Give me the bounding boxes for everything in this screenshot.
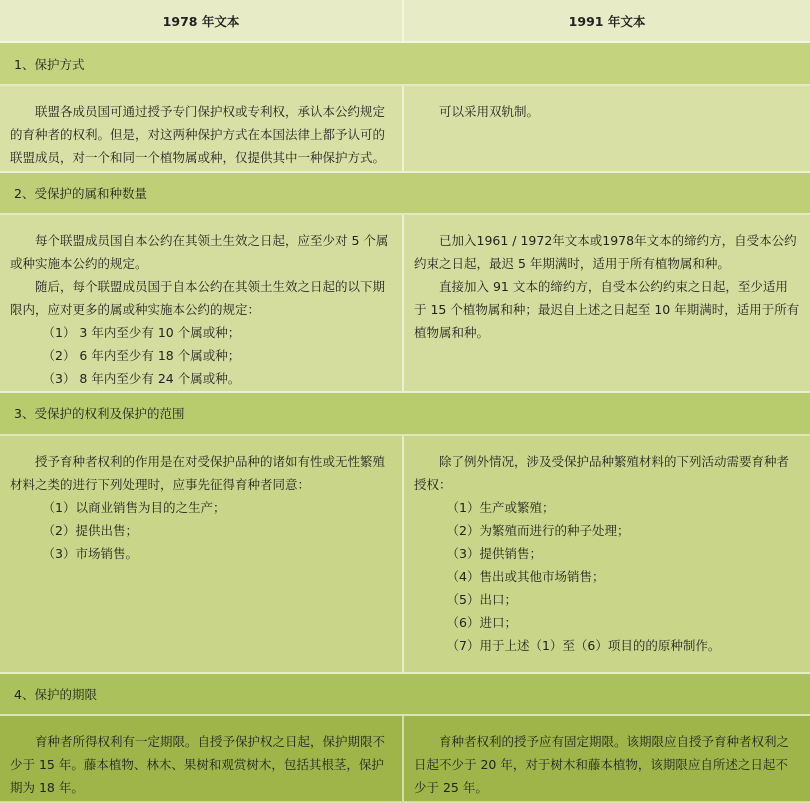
paragraph: 授予育种者权利的作用是在对受保护品种的诸如有性或无性繁殖材料之类的进行下列处理时，应事先征得育种者同意： xyxy=(10,453,386,492)
section-title: 2、受保护的属和种数量 xyxy=(14,186,147,202)
list-item: （2）提供出售； xyxy=(42,522,138,538)
paragraph: 育种者权利的授予应有固定期限。该期限应自授予育种者权利之日起不少于 20 年，对于树木和藤本植物，该期限应自所述之日起不少于 25 年。 xyxy=(414,734,790,795)
cell-1978 xyxy=(0,215,404,391)
list-item: （6）进口； xyxy=(446,614,517,630)
section-title-row xyxy=(0,173,810,215)
section-content-row xyxy=(0,215,810,393)
section-content-row xyxy=(0,436,810,674)
paragraph: 育种者所得权利有一定期限。自授予保护权之日起，保护期限不少于 15 年。藤本植物、林木、果树和观赏树木，包括其根茎，保护期为 18 年。 xyxy=(10,734,386,795)
cell-1978 xyxy=(0,436,404,672)
paragraph: 除了例外情况，涉及受保护品种繁殖材料的下列活动需要育种者授权： xyxy=(414,453,790,492)
section-title-row xyxy=(0,43,810,85)
section-title: 4、保护的期限 xyxy=(14,686,97,702)
list-item: （1） 3 年内至少有 10 个属或种； xyxy=(42,325,241,341)
list-item: （2）为繁殖而进行的种子处理； xyxy=(446,522,630,538)
paragraph: 已加入1961 / 1972年文本或1978年文本的缔约方，自受本公约约束之日起，最迟 5 年期满时，适用于所有植物属和种。 xyxy=(414,233,797,272)
section-title-row xyxy=(0,393,810,435)
list-item: （1）生产或繁殖； xyxy=(446,499,555,515)
header-1978: 1978 年文本 xyxy=(0,0,404,41)
header-1991: 1991 年文本 xyxy=(568,13,646,29)
section-title: 3、受保护的权利及保护的范围 xyxy=(14,406,185,422)
paragraph: 可以采用双轨制。 xyxy=(439,103,540,119)
list-item: （7）用于上述（1）至（6）项目的的原种制作。 xyxy=(446,637,721,653)
paragraph: 联盟各成员国可通过授予专门保护权或专利权，承认本公约规定的育种者的权利。但是，对这两种保护方式在本国法律上都予认可的联盟成员，对一个和同一个植物属或种，仅提供其中一种保护方式。 xyxy=(10,103,386,165)
paragraph: 每个联盟成员国自本公约在其领土生效之日起，应至少对 5 个属或种实施本公约的规定。 xyxy=(10,233,389,272)
list-item: （1）以商业销售为目的之生产； xyxy=(42,499,226,515)
paragraph: 直接加入 91 文本的缔约方，自受本公约约束之日起，至少适用于 15 个植物属和种；最迟自上述之日起至 10 年期满时，适用于所有植物属和种。 xyxy=(414,279,800,341)
section-content-row xyxy=(0,716,810,803)
paragraph: 随后，每个联盟成员国于自本公约在其领土生效之日起的以下期限内，应对更多的属或种实施本公约的规定： xyxy=(10,279,386,318)
cell-1991 xyxy=(404,436,810,672)
list-item: （4）售出或其他市场销售； xyxy=(446,568,605,584)
cell-1991 xyxy=(404,215,810,391)
cell-1991 xyxy=(404,86,810,171)
table-header xyxy=(0,0,810,43)
cell-1978 xyxy=(0,716,404,801)
section-title: 1、保护方式 xyxy=(14,56,85,72)
cell-1978 xyxy=(0,86,404,171)
section-title-row xyxy=(0,674,810,716)
cell-1991 xyxy=(404,716,810,801)
section-content-row xyxy=(0,86,810,173)
list-item: （3） 8 年内至少有 24 个属或种。 xyxy=(42,371,241,387)
list-item: （3）提供销售； xyxy=(446,545,542,561)
list-item: （5）出口； xyxy=(446,591,517,607)
list-item: （3）市场销售。 xyxy=(42,545,138,561)
list-item: （2） 6 年内至少有 18 个属或种； xyxy=(42,348,241,364)
